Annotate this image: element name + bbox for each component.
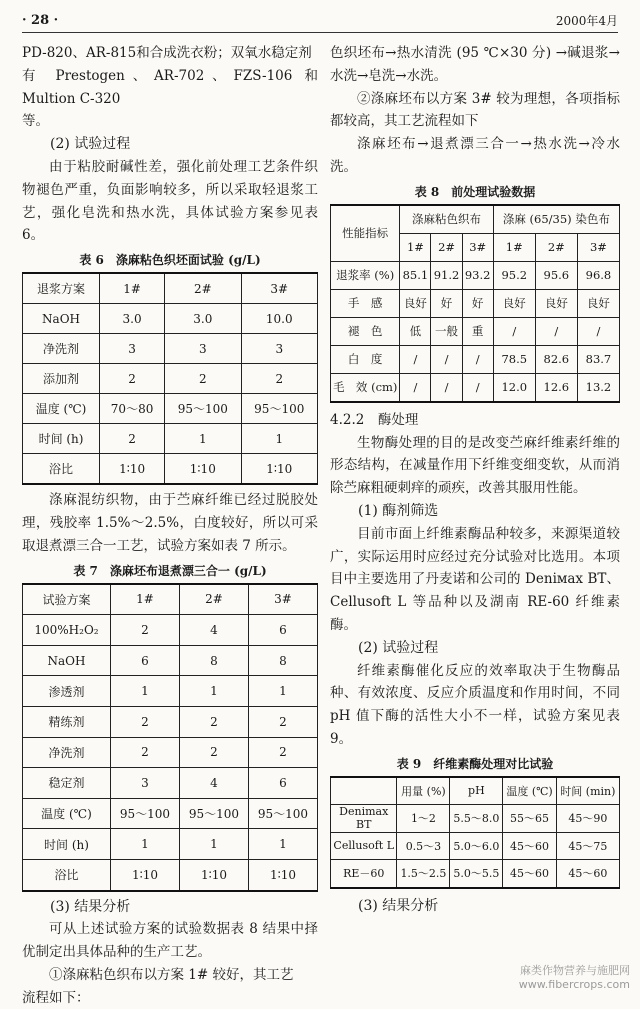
table-cell: 95～100 bbox=[241, 394, 317, 424]
table-cell: 时间 (h) bbox=[23, 829, 111, 860]
table-row bbox=[331, 261, 620, 289]
table-header-row bbox=[331, 777, 620, 805]
table-cell: 6 bbox=[248, 615, 317, 646]
table-cell: 1# bbox=[493, 233, 535, 261]
table-cell: 12.6 bbox=[535, 373, 577, 402]
table-cell: 3# bbox=[577, 233, 619, 261]
table-cell: 1∶10 bbox=[179, 859, 248, 890]
paragraph: ②涤麻坯布以方案 3# 较为理想，各项指标都较高，其工艺流程如下 bbox=[330, 90, 620, 130]
table-cell: 1 bbox=[165, 424, 241, 454]
table-cell: 2# bbox=[165, 273, 241, 304]
table-8 bbox=[330, 204, 620, 403]
process-flow: 涤麻坯布→退煮漂三合一→热水洗→冷水洗。 bbox=[330, 136, 620, 175]
table-7 bbox=[22, 583, 318, 892]
table-cell: 91.2 bbox=[431, 261, 462, 289]
table-cell: 2 bbox=[179, 737, 248, 768]
table-cell: 试验方案 bbox=[23, 584, 111, 615]
paragraph: 由于粘胶耐碱性差，强化前处理工艺条件织物褪色严重，负面影响较多，所以采取轻退浆工艺，强化皂洗和热水洗，具体试验方案参见表 6。 bbox=[22, 158, 318, 244]
table-cell: 时间 (min) bbox=[556, 777, 619, 805]
table-cell: 83.7 bbox=[577, 345, 619, 373]
table-cell: 95～100 bbox=[179, 798, 248, 829]
table-row bbox=[331, 345, 620, 373]
table-row bbox=[23, 829, 318, 860]
table-cell: 3 bbox=[241, 334, 317, 364]
table-cell: 2 bbox=[110, 615, 179, 646]
table-cell: 2 bbox=[100, 424, 165, 454]
table-row bbox=[331, 373, 620, 402]
table-caption: 表 6 涤麻粘色织坯面试验 (g/L) bbox=[79, 253, 261, 268]
table-cell: 13.2 bbox=[577, 373, 619, 402]
table-cell: 3.0 bbox=[100, 304, 165, 334]
table-cell: 45～60 bbox=[503, 832, 556, 860]
table-cell: / bbox=[535, 317, 577, 345]
table-row bbox=[23, 394, 318, 424]
table-cell: 1∶10 bbox=[241, 454, 317, 485]
table-row bbox=[331, 860, 620, 888]
paragraph: ①涤麻粘色织布以方案 1# 较好，其工艺 bbox=[49, 966, 294, 983]
table-cell: 96.8 bbox=[577, 261, 619, 289]
left-column bbox=[22, 42, 318, 1009]
table-cell: 1 bbox=[248, 676, 317, 707]
table-cell: 95～100 bbox=[110, 798, 179, 829]
table-row bbox=[23, 645, 318, 676]
table-cell: 2 bbox=[110, 737, 179, 768]
table-row bbox=[23, 424, 318, 454]
table-caption: 表 8 前处理试验数据 bbox=[414, 184, 536, 199]
table-cell: 2# bbox=[179, 584, 248, 615]
table-cell: 2 bbox=[110, 706, 179, 737]
section-heading: 4.2.2 酶处理 bbox=[330, 411, 419, 428]
table-cell: 1～2 bbox=[397, 805, 450, 833]
table-cell: / bbox=[462, 345, 493, 373]
table-row bbox=[23, 615, 318, 646]
paragraph: 纤维素酶催化反应的效率取决于生物酶品种、有效浓度、反应介质温度和作用时间，不同 pH 值下酶的活性大小不一样，试验方案见表 9。 bbox=[330, 662, 620, 747]
table-cell: 100%H₂O₂ bbox=[23, 615, 111, 646]
table-row bbox=[23, 676, 318, 707]
process-flow: 色织坯布→热水清洗 (95 ℃×30 分) →碱退浆→水洗→皂洗→水洗。 bbox=[330, 45, 620, 84]
table-row bbox=[331, 317, 620, 345]
table-cell: 85.1 bbox=[400, 261, 431, 289]
table-cell: 1# bbox=[110, 584, 179, 615]
table-cell: 浴比 bbox=[23, 454, 100, 485]
section-heading: (3) 结果分析 bbox=[358, 897, 439, 914]
table-cell: 1∶10 bbox=[110, 859, 179, 890]
page-header bbox=[22, 10, 618, 33]
table-header-row bbox=[331, 205, 620, 234]
table-cell: / bbox=[462, 373, 493, 402]
table-cell: 45～75 bbox=[556, 832, 619, 860]
table-cell: 4 bbox=[179, 615, 248, 646]
table-cell: 95.2 bbox=[493, 261, 535, 289]
table-cell: Cellusoft L bbox=[331, 832, 397, 860]
table-cell: RE－60 bbox=[331, 860, 397, 888]
table-cell: 5.5～8.0 bbox=[450, 805, 503, 833]
table-cell: 0.5～3 bbox=[397, 832, 450, 860]
table-cell: 1# bbox=[100, 273, 165, 304]
table-cell: 78.5 bbox=[493, 345, 535, 373]
table-cell: 2 bbox=[179, 706, 248, 737]
table-cell: 70～80 bbox=[100, 394, 165, 424]
table-cell: 82.6 bbox=[535, 345, 577, 373]
table-caption: 表 7 涤麻坯布退煮漂三合一 (g/L) bbox=[73, 563, 267, 578]
table-cell: 1 bbox=[110, 676, 179, 707]
table-cell: 3# bbox=[462, 233, 493, 261]
table-cell: 温度 (℃) bbox=[23, 798, 111, 829]
table-9 bbox=[330, 776, 620, 889]
table-cell: 45～60 bbox=[503, 860, 556, 888]
intro-text: 等。 bbox=[22, 113, 49, 130]
table-row bbox=[23, 859, 318, 890]
table-cell: 退浆率 (%) bbox=[331, 261, 400, 289]
table-cell: 2 bbox=[248, 706, 317, 737]
table-row bbox=[23, 334, 318, 364]
table-row bbox=[23, 364, 318, 394]
table-row bbox=[23, 706, 318, 737]
table-cell: / bbox=[431, 373, 462, 402]
table-row bbox=[331, 805, 620, 833]
table-cell: 1 bbox=[241, 424, 317, 454]
table-caption: 表 9 纤维素酶处理对比试验 bbox=[396, 756, 554, 771]
table-cell: 10.0 bbox=[241, 304, 317, 334]
table-row bbox=[23, 737, 318, 768]
paragraph: 流程如下： bbox=[22, 989, 90, 1006]
table-cell: 温度 (℃) bbox=[23, 394, 100, 424]
paragraph: 涤麻混纺织物，由于苎麻纤维已经过脱胶处理，残胶率 1.5%～2.5%，白度较好，所以可采取退煮漂三合一工艺，试验方案如表 7 所示。 bbox=[22, 492, 318, 554]
table-cell: / bbox=[577, 317, 619, 345]
section-heading: (3) 结果分析 bbox=[50, 898, 131, 915]
table-cell: 8 bbox=[248, 645, 317, 676]
table-cell: NaOH bbox=[23, 645, 111, 676]
table-cell: 45～60 bbox=[556, 860, 619, 888]
table-cell: / bbox=[493, 317, 535, 345]
table-cell: 3# bbox=[248, 584, 317, 615]
table-cell: 1.5～2.5 bbox=[397, 860, 450, 888]
table-cell: 良好 bbox=[400, 289, 431, 317]
table-cell: 净洗剂 bbox=[23, 737, 111, 768]
table-cell: / bbox=[400, 345, 431, 373]
table-cell: 1 bbox=[110, 829, 179, 860]
section-heading: (2) 试验过程 bbox=[358, 639, 439, 656]
page-number: · 28 · bbox=[22, 13, 59, 28]
table-cell: 2 bbox=[248, 737, 317, 768]
table-cell: 稳定剂 bbox=[23, 768, 111, 799]
table-cell: 重 bbox=[462, 317, 493, 345]
table-row bbox=[23, 304, 318, 334]
table-cell: 2 bbox=[241, 364, 317, 394]
site-watermark bbox=[519, 964, 630, 992]
table-cell: 2 bbox=[165, 364, 241, 394]
table-cell: 3# bbox=[241, 273, 317, 304]
table-cell bbox=[331, 777, 397, 805]
paragraph: 目前市面上纤维素酶品种较多，来源渠道较广，实际运用时应经过充分试验对比选用。本项目中主要选用了丹麦诺和公司的 Deniмax BT、Cellusoft L 等品种以及湖南 RE-60 纤维素酶。 bbox=[330, 525, 620, 633]
table-cell: 1 bbox=[179, 676, 248, 707]
table-cell: 一般 bbox=[431, 317, 462, 345]
table-cell: 4 bbox=[179, 768, 248, 799]
table-cell: 3.0 bbox=[165, 304, 241, 334]
table-cell: 2# bbox=[535, 233, 577, 261]
table-cell: 好 bbox=[431, 289, 462, 317]
table-cell: 55～65 bbox=[503, 805, 556, 833]
table-cell: 褪 色 bbox=[331, 317, 400, 345]
table-cell: 5.0～5.5 bbox=[450, 860, 503, 888]
intro-text: 有 Prestogen、AR-702、FZS-106 和 Multion C-320 bbox=[22, 67, 318, 107]
table-cell: pH bbox=[450, 777, 503, 805]
table-cell: 好 bbox=[462, 289, 493, 317]
table-cell: 93.2 bbox=[462, 261, 493, 289]
table-cell: Denimax BT bbox=[331, 805, 397, 833]
table-cell: 浴比 bbox=[23, 859, 111, 890]
table-cell: 净洗剂 bbox=[23, 334, 100, 364]
table-cell: 1# bbox=[400, 233, 431, 261]
table-cell: 毛 效 (cm) bbox=[331, 373, 400, 402]
table-cell: 良好 bbox=[577, 289, 619, 317]
table-row bbox=[331, 289, 620, 317]
table-cell: 5.0～6.0 bbox=[450, 832, 503, 860]
table-cell: 95～100 bbox=[248, 798, 317, 829]
table-row bbox=[331, 832, 620, 860]
table-cell: 精练剂 bbox=[23, 706, 111, 737]
table-cell: 渗透剂 bbox=[23, 676, 111, 707]
table-cell: 3 bbox=[100, 334, 165, 364]
table-cell: 用量 (%) bbox=[397, 777, 450, 805]
table-cell: 12.0 bbox=[493, 373, 535, 402]
table-cell: 95.6 bbox=[535, 261, 577, 289]
section-heading: (1) 酶剂筛选 bbox=[358, 502, 439, 519]
table-header-row bbox=[23, 273, 318, 304]
table-row bbox=[23, 798, 318, 829]
table-cell: 1 bbox=[179, 829, 248, 860]
table-cell: NaOH bbox=[23, 304, 100, 334]
table-cell: 3 bbox=[110, 768, 179, 799]
watermark-url: www.fibercrops.com bbox=[518, 978, 630, 991]
table-cell: 2# bbox=[431, 233, 462, 261]
table-row bbox=[23, 454, 318, 485]
table-cell: 温度 (℃) bbox=[503, 777, 556, 805]
table-cell: 1 bbox=[248, 829, 317, 860]
table-cell: 白 度 bbox=[331, 345, 400, 373]
watermark-text: 麻类作物营养与施肥网 bbox=[520, 964, 630, 977]
table-cell: 良好 bbox=[493, 289, 535, 317]
table-cell: 8 bbox=[179, 645, 248, 676]
intro-text: PD-820、AR-815和合成洗衣粉；双氧水稳定剂 bbox=[22, 45, 312, 61]
table-cell: 时间 (h) bbox=[23, 424, 100, 454]
table-cell: 涤麻粘色织布 bbox=[400, 205, 493, 234]
table-cell: 性能指标 bbox=[331, 205, 400, 262]
table-cell: 95～100 bbox=[165, 394, 241, 424]
table-cell: / bbox=[400, 373, 431, 402]
table-cell: 退浆方案 bbox=[23, 273, 100, 304]
table-cell: 添加剂 bbox=[23, 364, 100, 394]
table-cell: 1∶10 bbox=[100, 454, 165, 485]
table-header-row bbox=[23, 584, 318, 615]
table-cell: 手 感 bbox=[331, 289, 400, 317]
section-heading: (2) 试验过程 bbox=[50, 136, 131, 153]
table-6 bbox=[22, 272, 318, 485]
table-cell: 3 bbox=[165, 334, 241, 364]
table-cell: 良好 bbox=[535, 289, 577, 317]
table-cell: 45～90 bbox=[556, 805, 619, 833]
table-row bbox=[23, 768, 318, 799]
table-cell: 6 bbox=[110, 645, 179, 676]
table-cell: / bbox=[431, 345, 462, 373]
paragraph: 可从上述试验方案的试验数据表 8 结果中择优制定出具体品种的生产工艺。 bbox=[22, 921, 318, 961]
table-cell: 涤麻 (65/35) 染色布 bbox=[493, 205, 619, 234]
paragraph: 生物酶处理的目的是改变苎麻纤维素纤维的形态结构，在减量作用下纤维变细变软，从而消除苎麻粗硬刺痒的顽疾，改善其服用性能。 bbox=[330, 434, 620, 497]
table-cell: 2 bbox=[100, 364, 165, 394]
table-cell: 低 bbox=[400, 317, 431, 345]
table-cell: 1∶10 bbox=[248, 859, 317, 890]
right-column bbox=[330, 42, 620, 918]
issue-date: 2000年4月 bbox=[555, 14, 618, 28]
table-cell: 6 bbox=[248, 768, 317, 799]
table-cell: 1∶10 bbox=[165, 454, 241, 485]
